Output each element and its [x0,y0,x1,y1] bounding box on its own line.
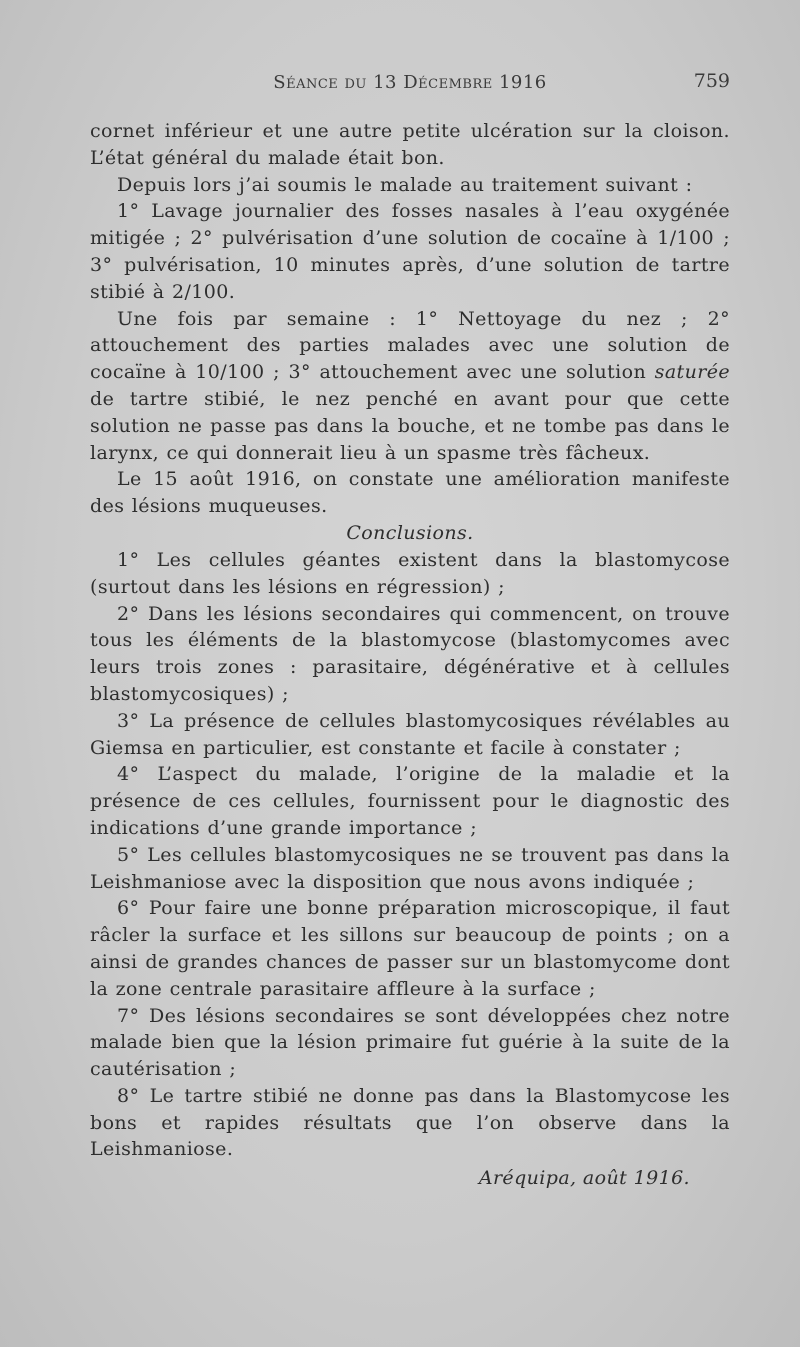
conclusion-item-3: 3° La présence de cellules blastomycosiques révélables au Giemsa en particulier, est constante et facile à constater ; [90,709,730,759]
paragraph-daily-treatment: 1° Lavage journalier des fosses nasales à l’eau oxygénée mitigée ; 2° pulvérisation d’une solution de cocaïne à 1/100 ; 3° pulvérisation, 10 minutes après, d’une solution de tartre stibié à 2/100. [90,200,730,303]
paragraph-continuation: cornet inférieur et une autre petite ulcération sur la cloison. L’état général du malade était bon. [90,120,730,169]
paragraph-treatment-intro: Depuis lors j’ai soumis le malade au traitement suivant : [117,173,693,196]
running-header [90,70,730,100]
emphasis-saturee: saturée [654,361,730,384]
conclusion-item-1: 1° Les cellules géantes existent dans la blastomycose (surtout dans les lésions en régression) ; [90,548,730,598]
weekly-treatment-text-b: de tartre stibié, le nez penché en avant pour que cette solution ne passe pas dans la bouche, et ne tombe pas dans le larynx, ce qui donnerait lieu à un spasme très fâcheux. [90,387,730,464]
body-text [90,118,730,1193]
paragraph-outcome: Le 15 août 1916, on constate une amélioration manifeste des lésions muqueuses. [90,468,730,518]
conclusion-item-2: 2° Dans les lésions secondaires qui commencent, on trouve tous les éléments de la blastomycose (blastomycomes avec leurs trois zones : parasitaire, dégénérative et à cellules blastomycosiques) ; [90,602,730,705]
conclusion-item-7: 7° Des lésions secondaires se sont développées chez notre malade bien que la lésion primaire fut guérie à la suite de la cautérisation ; [90,1004,730,1081]
conclusion-item-6: 6° Pour faire une bonne préparation microscopique, il faut râcler la surface et les sillons sur beaucoup de points ; on a ainsi de grandes chances de passer sur un blastomycome dont la zone centrale parasitaire affleure à la surface ; [90,897,730,1000]
conclusion-item-5: 5° Les cellules blastomycosiques ne se trouvent pas dans la Leishmaniose avec la disposition que nous avons indiquée ; [90,843,730,893]
page-number: 759 [693,70,730,92]
weekly-treatment-text-a: Une fois par semaine : 1° Nettoyage du nez ; 2° attouchement des parties malades avec une solution de cocaïne à 10/100 ; 3° attouchement avec une solution [90,307,730,384]
conclusion-item-4: 4° L’aspect du malade, l’origine de la maladie et la présence de ces cellules, fournissent pour le diagnostic des indications d’une grande importance ; [90,763,730,839]
conclusion-item-8: 8° Le tartre stibié ne donne pas dans la Blastomycose les bons et rapides résultats que l’on observe dans la Leishmaniose. [90,1084,730,1161]
conclusions-heading: Conclusions. [346,521,474,544]
running-title: Séance du 13 Décembre 1916 [273,72,547,93]
place-date-signature: Aréquipa, août 1916. [478,1167,690,1190]
paragraph-weekly-treatment [90,306,730,467]
